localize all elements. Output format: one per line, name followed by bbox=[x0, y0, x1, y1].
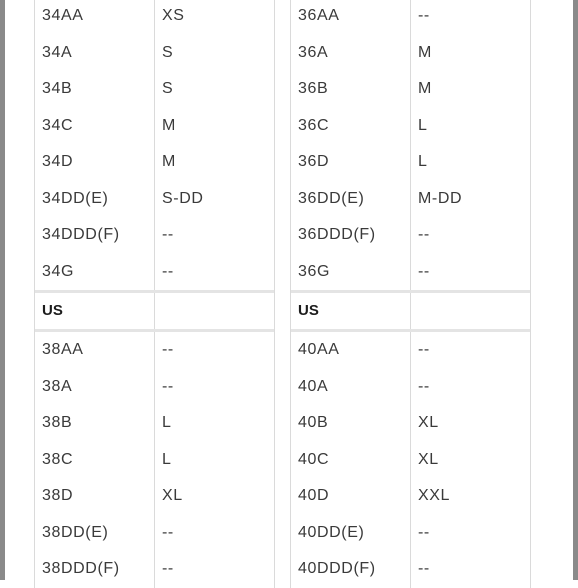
window-frame-right bbox=[573, 0, 578, 580]
table-row bbox=[291, 181, 530, 218]
band-size-cell: 38B bbox=[42, 414, 73, 431]
mapped-size-cell: -- bbox=[162, 262, 174, 280]
table-row bbox=[35, 217, 274, 254]
band-size-cell: 34DDD(F) bbox=[42, 226, 120, 243]
mapped-size-cell: S bbox=[162, 80, 174, 97]
table-body-top bbox=[35, 0, 274, 290]
mapped-size-cell: M bbox=[162, 153, 176, 170]
mapped-size-cell: XS bbox=[162, 7, 185, 24]
mapped-size-cell: L bbox=[418, 153, 428, 170]
band-size-cell: 36DD(E) bbox=[298, 189, 365, 207]
table-row bbox=[291, 551, 530, 588]
mapped-size-cell: L bbox=[418, 116, 428, 134]
mapped-size-cell: -- bbox=[418, 523, 430, 541]
band-size-cell: 34A bbox=[42, 43, 73, 61]
table-row bbox=[35, 0, 274, 35]
mapped-size-cell: M-DD bbox=[418, 189, 463, 207]
band-size-cell: 38D bbox=[42, 487, 74, 504]
header-label: US bbox=[42, 302, 63, 319]
band-size-cell: 40DD(E) bbox=[298, 523, 365, 541]
window-frame-left bbox=[0, 0, 5, 580]
mapped-size-cell: L bbox=[162, 450, 172, 468]
band-size-cell: 34C bbox=[42, 116, 74, 134]
mapped-size-cell: L bbox=[162, 414, 172, 431]
table-row bbox=[35, 405, 274, 442]
table-row bbox=[35, 442, 274, 479]
mapped-size-cell: M bbox=[418, 80, 432, 97]
band-size-cell: 36DDD(F) bbox=[298, 226, 376, 243]
table-row bbox=[291, 405, 530, 442]
mapped-size-cell: M bbox=[418, 43, 432, 61]
table-row bbox=[35, 551, 274, 588]
mapped-size-cell: XXL bbox=[418, 487, 451, 504]
table-row bbox=[35, 71, 274, 108]
mapped-size-cell: -- bbox=[418, 7, 430, 24]
mapped-size-cell: -- bbox=[418, 377, 430, 395]
table-row bbox=[35, 181, 274, 218]
mapped-size-cell: -- bbox=[162, 377, 174, 395]
table-row bbox=[291, 35, 530, 72]
mapped-size-cell: -- bbox=[162, 226, 174, 243]
table-row bbox=[291, 217, 530, 254]
band-size-cell: 38C bbox=[42, 450, 74, 468]
table-row bbox=[35, 35, 274, 72]
table-row bbox=[291, 71, 530, 108]
band-size-cell: 38A bbox=[42, 377, 73, 395]
band-size-cell: 40A bbox=[298, 377, 329, 395]
table-row bbox=[35, 254, 274, 291]
band-size-cell: 36C bbox=[298, 116, 330, 134]
table-row bbox=[35, 478, 274, 515]
band-size-cell: 40AA bbox=[298, 341, 340, 358]
band-size-cell: 40B bbox=[298, 414, 329, 431]
table-row bbox=[35, 369, 274, 406]
mapped-size-cell: -- bbox=[418, 341, 430, 358]
mapped-size-cell: S bbox=[162, 43, 174, 61]
mapped-size-cell: XL bbox=[418, 450, 439, 468]
band-size-cell: 36D bbox=[298, 153, 330, 170]
mapped-size-cell: XL bbox=[418, 414, 439, 431]
mapped-size-cell: -- bbox=[418, 560, 430, 577]
band-size-cell: 40DDD(F) bbox=[298, 560, 376, 577]
table-body-top bbox=[291, 0, 530, 290]
table-row bbox=[291, 254, 530, 291]
table-row bbox=[35, 144, 274, 181]
mapped-size-cell: -- bbox=[418, 226, 430, 243]
table-row bbox=[35, 515, 274, 552]
band-size-cell: 34DD(E) bbox=[42, 189, 109, 207]
mapped-size-cell: -- bbox=[162, 341, 174, 358]
size-table-right bbox=[290, 0, 531, 588]
table-row bbox=[291, 332, 530, 369]
band-size-cell: 34B bbox=[42, 80, 73, 97]
band-size-cell: 40D bbox=[298, 487, 330, 504]
table-body-bottom bbox=[35, 332, 274, 588]
table-row bbox=[291, 0, 530, 35]
band-size-cell: 34G bbox=[42, 262, 75, 280]
band-size-cell: 34AA bbox=[42, 7, 84, 24]
table-row bbox=[291, 515, 530, 552]
band-size-cell: 40C bbox=[298, 450, 330, 468]
band-size-cell: 36A bbox=[298, 43, 329, 61]
table-row bbox=[35, 332, 274, 369]
table-body-bottom bbox=[291, 332, 530, 588]
table-row bbox=[35, 108, 274, 145]
table-header-us bbox=[291, 290, 530, 332]
band-size-cell: 36AA bbox=[298, 7, 340, 24]
band-size-cell: 38DDD(F) bbox=[42, 560, 120, 577]
table-row bbox=[291, 478, 530, 515]
mapped-size-cell: M bbox=[162, 116, 176, 134]
mapped-size-cell: -- bbox=[162, 523, 174, 541]
band-size-cell: 38AA bbox=[42, 341, 84, 358]
size-table-left bbox=[34, 0, 275, 588]
table-row bbox=[291, 108, 530, 145]
band-size-cell: 38DD(E) bbox=[42, 523, 109, 541]
table-row bbox=[291, 442, 530, 479]
mapped-size-cell: -- bbox=[162, 560, 174, 577]
table-row bbox=[291, 144, 530, 181]
mapped-size-cell: -- bbox=[418, 262, 430, 280]
mapped-size-cell: XL bbox=[162, 487, 183, 504]
table-header-us bbox=[35, 290, 274, 332]
band-size-cell: 36B bbox=[298, 80, 329, 97]
header-label: US bbox=[298, 302, 319, 319]
table-row bbox=[291, 369, 530, 406]
band-size-cell: 36G bbox=[298, 262, 331, 280]
mapped-size-cell: S-DD bbox=[162, 189, 204, 207]
band-size-cell: 34D bbox=[42, 153, 74, 170]
